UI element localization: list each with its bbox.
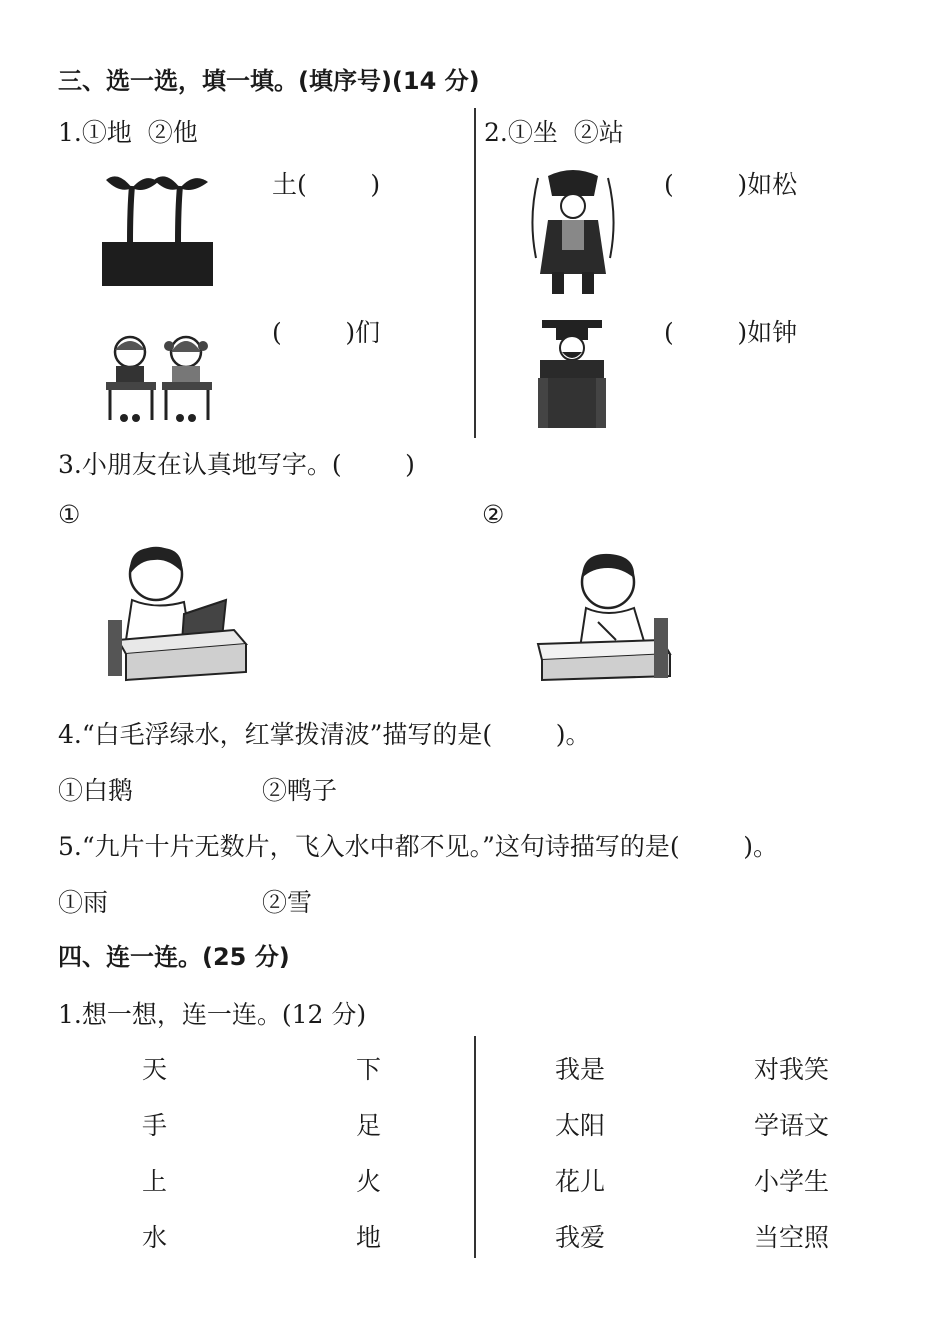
sprout-picture (100, 168, 215, 288)
match-left-b-3: 火 (356, 1167, 382, 1196)
match-left-b-4: 地 (356, 1223, 382, 1252)
q5-option-2: ②雪 (262, 888, 313, 917)
column-divider-top (474, 108, 476, 438)
match-left-a-4: 水 (142, 1223, 168, 1252)
q4-title: 4.“白毛浮绿水，红掌拨清波”描写的是( )。 (58, 720, 591, 749)
match-right-a-3: 花儿 (555, 1167, 606, 1196)
standing-opera-figure-picture (518, 168, 628, 298)
q4-option-2: ②鸭子 (262, 776, 338, 805)
q4-option-1: ①白鹅 (58, 776, 134, 805)
match-right-a-2: 太阳 (555, 1111, 606, 1140)
matching-divider (474, 1036, 476, 1258)
q3-title: 3.小朋友在认真地写字。( ) (58, 450, 415, 479)
match-left-a-1: 天 (142, 1055, 168, 1084)
match-right-a-1: 我是 (555, 1055, 606, 1084)
q1-blank-1: 土( ) (272, 170, 381, 199)
section3-heading: 三、选一选，填一填。(填序号)(14 分) (58, 67, 480, 95)
seated-judge-figure-picture (532, 318, 612, 430)
match-left-b-2: 足 (356, 1111, 382, 1140)
q1-title: 1.①地 ②他 (58, 118, 198, 147)
match-left-a-2: 手 (142, 1111, 168, 1140)
match-right-b-3: 小学生 (754, 1167, 830, 1196)
match-left-a-3: 上 (142, 1167, 168, 1196)
children-at-desks-picture (102, 330, 217, 425)
q3-option-1-label: ① (58, 500, 81, 529)
match-left-b-1: 下 (356, 1055, 382, 1084)
q2-blank-2: ( )如钟 (664, 318, 798, 347)
q2-title: 2.①坐 ②站 (484, 118, 624, 147)
q3-option-2-label: ② (482, 500, 505, 529)
q5-option-1: ①雨 (58, 888, 109, 917)
q2-blank-1: ( )如松 (664, 170, 798, 199)
child-reading-picture (104, 544, 250, 684)
match-right-a-4: 我爱 (555, 1223, 606, 1252)
section4-heading: 四、连一连。(25 分) (58, 943, 290, 971)
section4-q1-title: 1.想一想，连一连。(12 分) (58, 1000, 367, 1029)
q1-blank-2: ( )们 (272, 318, 381, 347)
match-right-b-4: 当空照 (754, 1223, 830, 1252)
q5-title: 5.“九片十片无数片，飞入水中都不见。”这句诗描写的是( )。 (58, 832, 778, 861)
match-right-b-2: 学语文 (754, 1111, 830, 1140)
child-writing-picture (530, 548, 672, 684)
match-right-b-1: 对我笑 (754, 1055, 830, 1084)
